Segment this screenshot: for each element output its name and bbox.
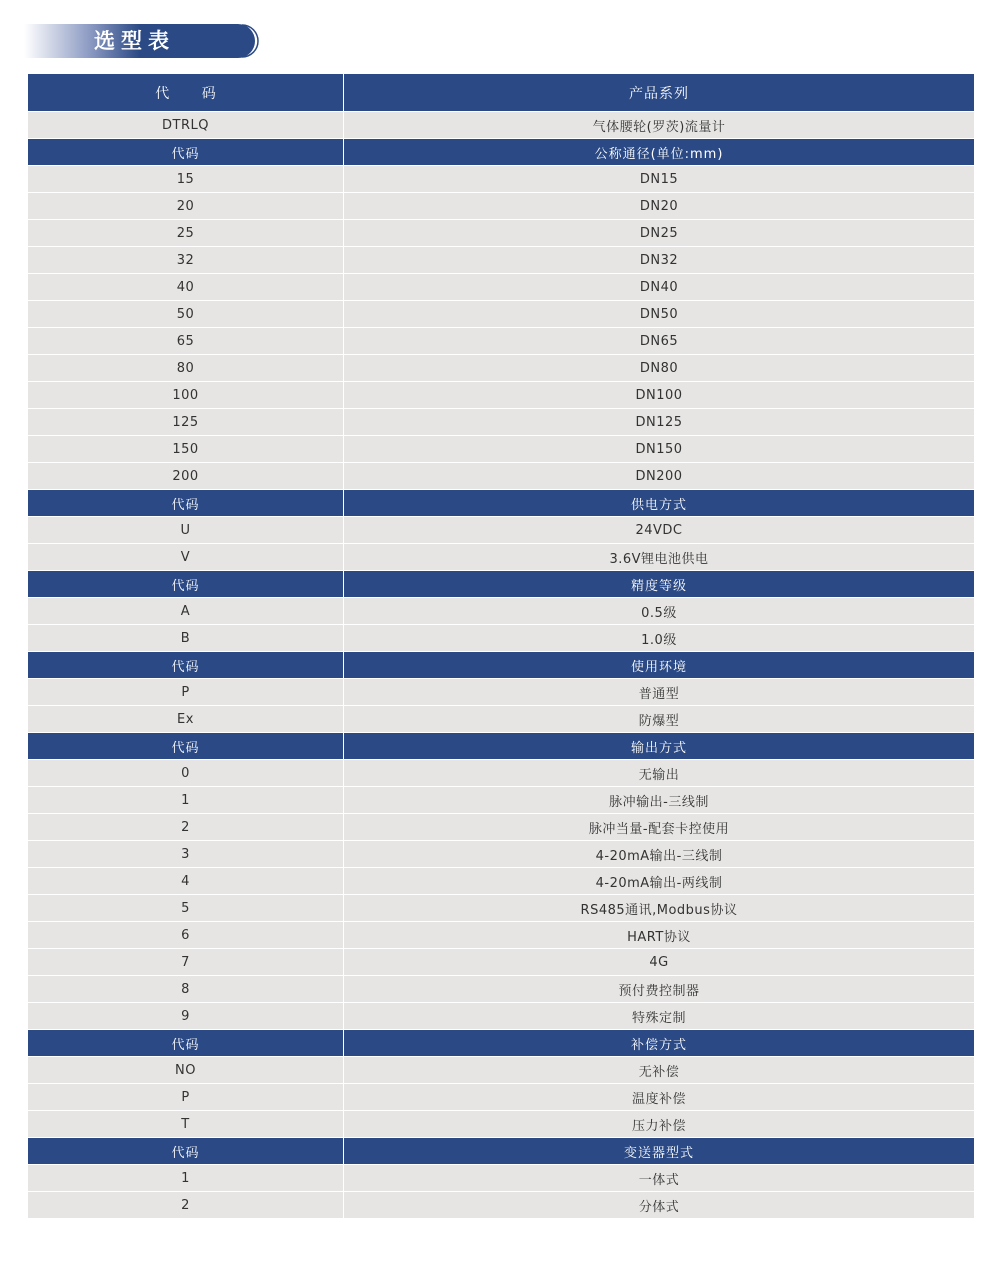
row-code: 8	[28, 976, 344, 1002]
row-code: 9	[28, 1003, 344, 1029]
table-row	[28, 1003, 974, 1030]
row-code: P	[28, 1084, 344, 1110]
row-description: 3.6V锂电池供电	[609, 551, 709, 567]
row-description: DN100	[635, 387, 683, 403]
table-row	[28, 436, 974, 463]
table-row	[28, 922, 974, 949]
section-header-code: 代码	[28, 571, 344, 597]
table-row	[28, 274, 974, 301]
row-description: 分体式	[638, 1199, 680, 1215]
row-code: B	[28, 625, 344, 651]
row-code: 25	[28, 220, 344, 246]
row-code: 40	[28, 274, 344, 300]
row-code: A	[28, 598, 344, 624]
section-header-title: 公称通径(单位:mm)	[594, 146, 724, 162]
table-row	[28, 1192, 974, 1219]
selection-table	[28, 74, 974, 1219]
row-code: 0	[28, 760, 344, 786]
table-row	[28, 463, 974, 490]
row-description: DN80	[639, 360, 679, 376]
section-header-code: 代码	[28, 1138, 344, 1164]
section-header	[28, 733, 974, 760]
row-description: 4G	[649, 954, 669, 970]
table-row	[28, 517, 974, 544]
section-header-title: 供电方式	[630, 497, 687, 513]
table-row	[28, 166, 974, 193]
row-code: 80	[28, 355, 344, 381]
row-code: Ex	[28, 706, 344, 732]
section-header	[28, 571, 974, 598]
row-description: 24VDC	[635, 522, 683, 538]
row-description: 脉冲输出-三线制	[609, 794, 709, 810]
row-description: 普通型	[638, 686, 680, 702]
row-code: U	[28, 517, 344, 543]
table-row	[28, 625, 974, 652]
table-row	[28, 1165, 974, 1192]
row-code: 125	[28, 409, 344, 435]
row-code: 150	[28, 436, 344, 462]
table-row	[28, 949, 974, 976]
row-code: 100	[28, 382, 344, 408]
row-description: 无输出	[638, 767, 680, 783]
row-description: 气体腰轮(罗茨)流量计	[592, 119, 726, 135]
row-description: DN40	[639, 279, 679, 295]
row-description: 0.5级	[641, 605, 677, 621]
table-header	[28, 74, 974, 112]
row-description: 无补偿	[638, 1064, 680, 1080]
row-code: 32	[28, 247, 344, 273]
row-code: 3	[28, 841, 344, 867]
table-row	[28, 220, 974, 247]
row-description: HART协议	[627, 929, 691, 945]
section-header-code: 代码	[28, 1030, 344, 1056]
row-description: 特殊定制	[631, 1010, 686, 1026]
row-description: RS485通讯,Modbus协议	[580, 902, 738, 918]
page-title: 选型表	[94, 29, 175, 53]
row-code: 5	[28, 895, 344, 921]
row-code: 50	[28, 301, 344, 327]
row-description: 脉冲当量-配套卡控使用	[588, 821, 730, 837]
row-code: P	[28, 679, 344, 705]
table-row	[28, 409, 974, 436]
table-row	[28, 1057, 974, 1084]
row-code: T	[28, 1111, 344, 1137]
row-code: 15	[28, 166, 344, 192]
row-description: 4-20mA输出-三线制	[595, 848, 723, 864]
row-description: DN25	[639, 225, 679, 241]
table-row	[28, 193, 974, 220]
section-header	[28, 1030, 974, 1057]
row-description: 一体式	[638, 1172, 680, 1188]
table-row	[28, 355, 974, 382]
row-code: 7	[28, 949, 344, 975]
row-code: 6	[28, 922, 344, 948]
row-description: DN50	[639, 306, 679, 322]
table-row	[28, 247, 974, 274]
table-row	[28, 976, 974, 1003]
row-code: 65	[28, 328, 344, 354]
header-product-series: 产品系列	[629, 85, 689, 102]
section-header	[28, 490, 974, 517]
row-description: 预付费控制器	[618, 983, 700, 999]
row-code: V	[28, 544, 344, 570]
section-header-code: 代码	[28, 733, 344, 759]
table-row	[28, 679, 974, 706]
row-code: NO	[28, 1057, 344, 1083]
table-row	[28, 1084, 974, 1111]
row-code: 2	[28, 814, 344, 840]
table-row	[28, 787, 974, 814]
section-header-title: 输出方式	[630, 740, 687, 756]
row-description: 4-20mA输出-两线制	[595, 875, 723, 891]
section-header	[28, 1138, 974, 1165]
table-row	[28, 841, 974, 868]
table-row	[28, 760, 974, 787]
table-row	[28, 868, 974, 895]
section-header-title: 变送器型式	[623, 1145, 694, 1161]
row-description: DN20	[639, 198, 679, 214]
table-row	[28, 895, 974, 922]
section-header	[28, 139, 974, 166]
row-description: DN15	[639, 171, 679, 187]
row-description: DN32	[639, 252, 679, 268]
section-header-code: 代码	[28, 490, 344, 516]
row-code: 20	[28, 193, 344, 219]
section-header-code: 代码	[28, 652, 344, 678]
row-description: DN65	[639, 333, 679, 349]
row-description: 温度补偿	[631, 1091, 686, 1107]
table-row	[28, 544, 974, 571]
table-row	[28, 382, 974, 409]
section-header-title: 使用环境	[630, 659, 687, 675]
table-row	[28, 1111, 974, 1138]
row-description: 压力补偿	[631, 1118, 686, 1134]
row-code: 4	[28, 868, 344, 894]
row-description: DN150	[635, 441, 683, 457]
row-code: 1	[28, 787, 344, 813]
row-description: DN200	[635, 468, 683, 484]
row-code: 1	[28, 1165, 344, 1191]
section-header-code: 代码	[28, 139, 344, 165]
row-code: 2	[28, 1192, 344, 1218]
row-description: DN125	[635, 414, 683, 430]
section-header-title: 精度等级	[630, 578, 687, 594]
section-header-title: 补偿方式	[630, 1037, 687, 1053]
table-row	[28, 706, 974, 733]
table-row	[28, 328, 974, 355]
row-code: 200	[28, 463, 344, 489]
header-code: 代 码	[28, 74, 344, 111]
table-row	[28, 301, 974, 328]
table-row	[28, 598, 974, 625]
row-description: 防爆型	[638, 713, 680, 729]
section-header	[28, 652, 974, 679]
row-description: 1.0级	[641, 632, 677, 648]
table-row	[28, 112, 974, 139]
table-row	[28, 814, 974, 841]
title-banner	[24, 24, 260, 58]
row-code: DTRLQ	[28, 112, 344, 138]
